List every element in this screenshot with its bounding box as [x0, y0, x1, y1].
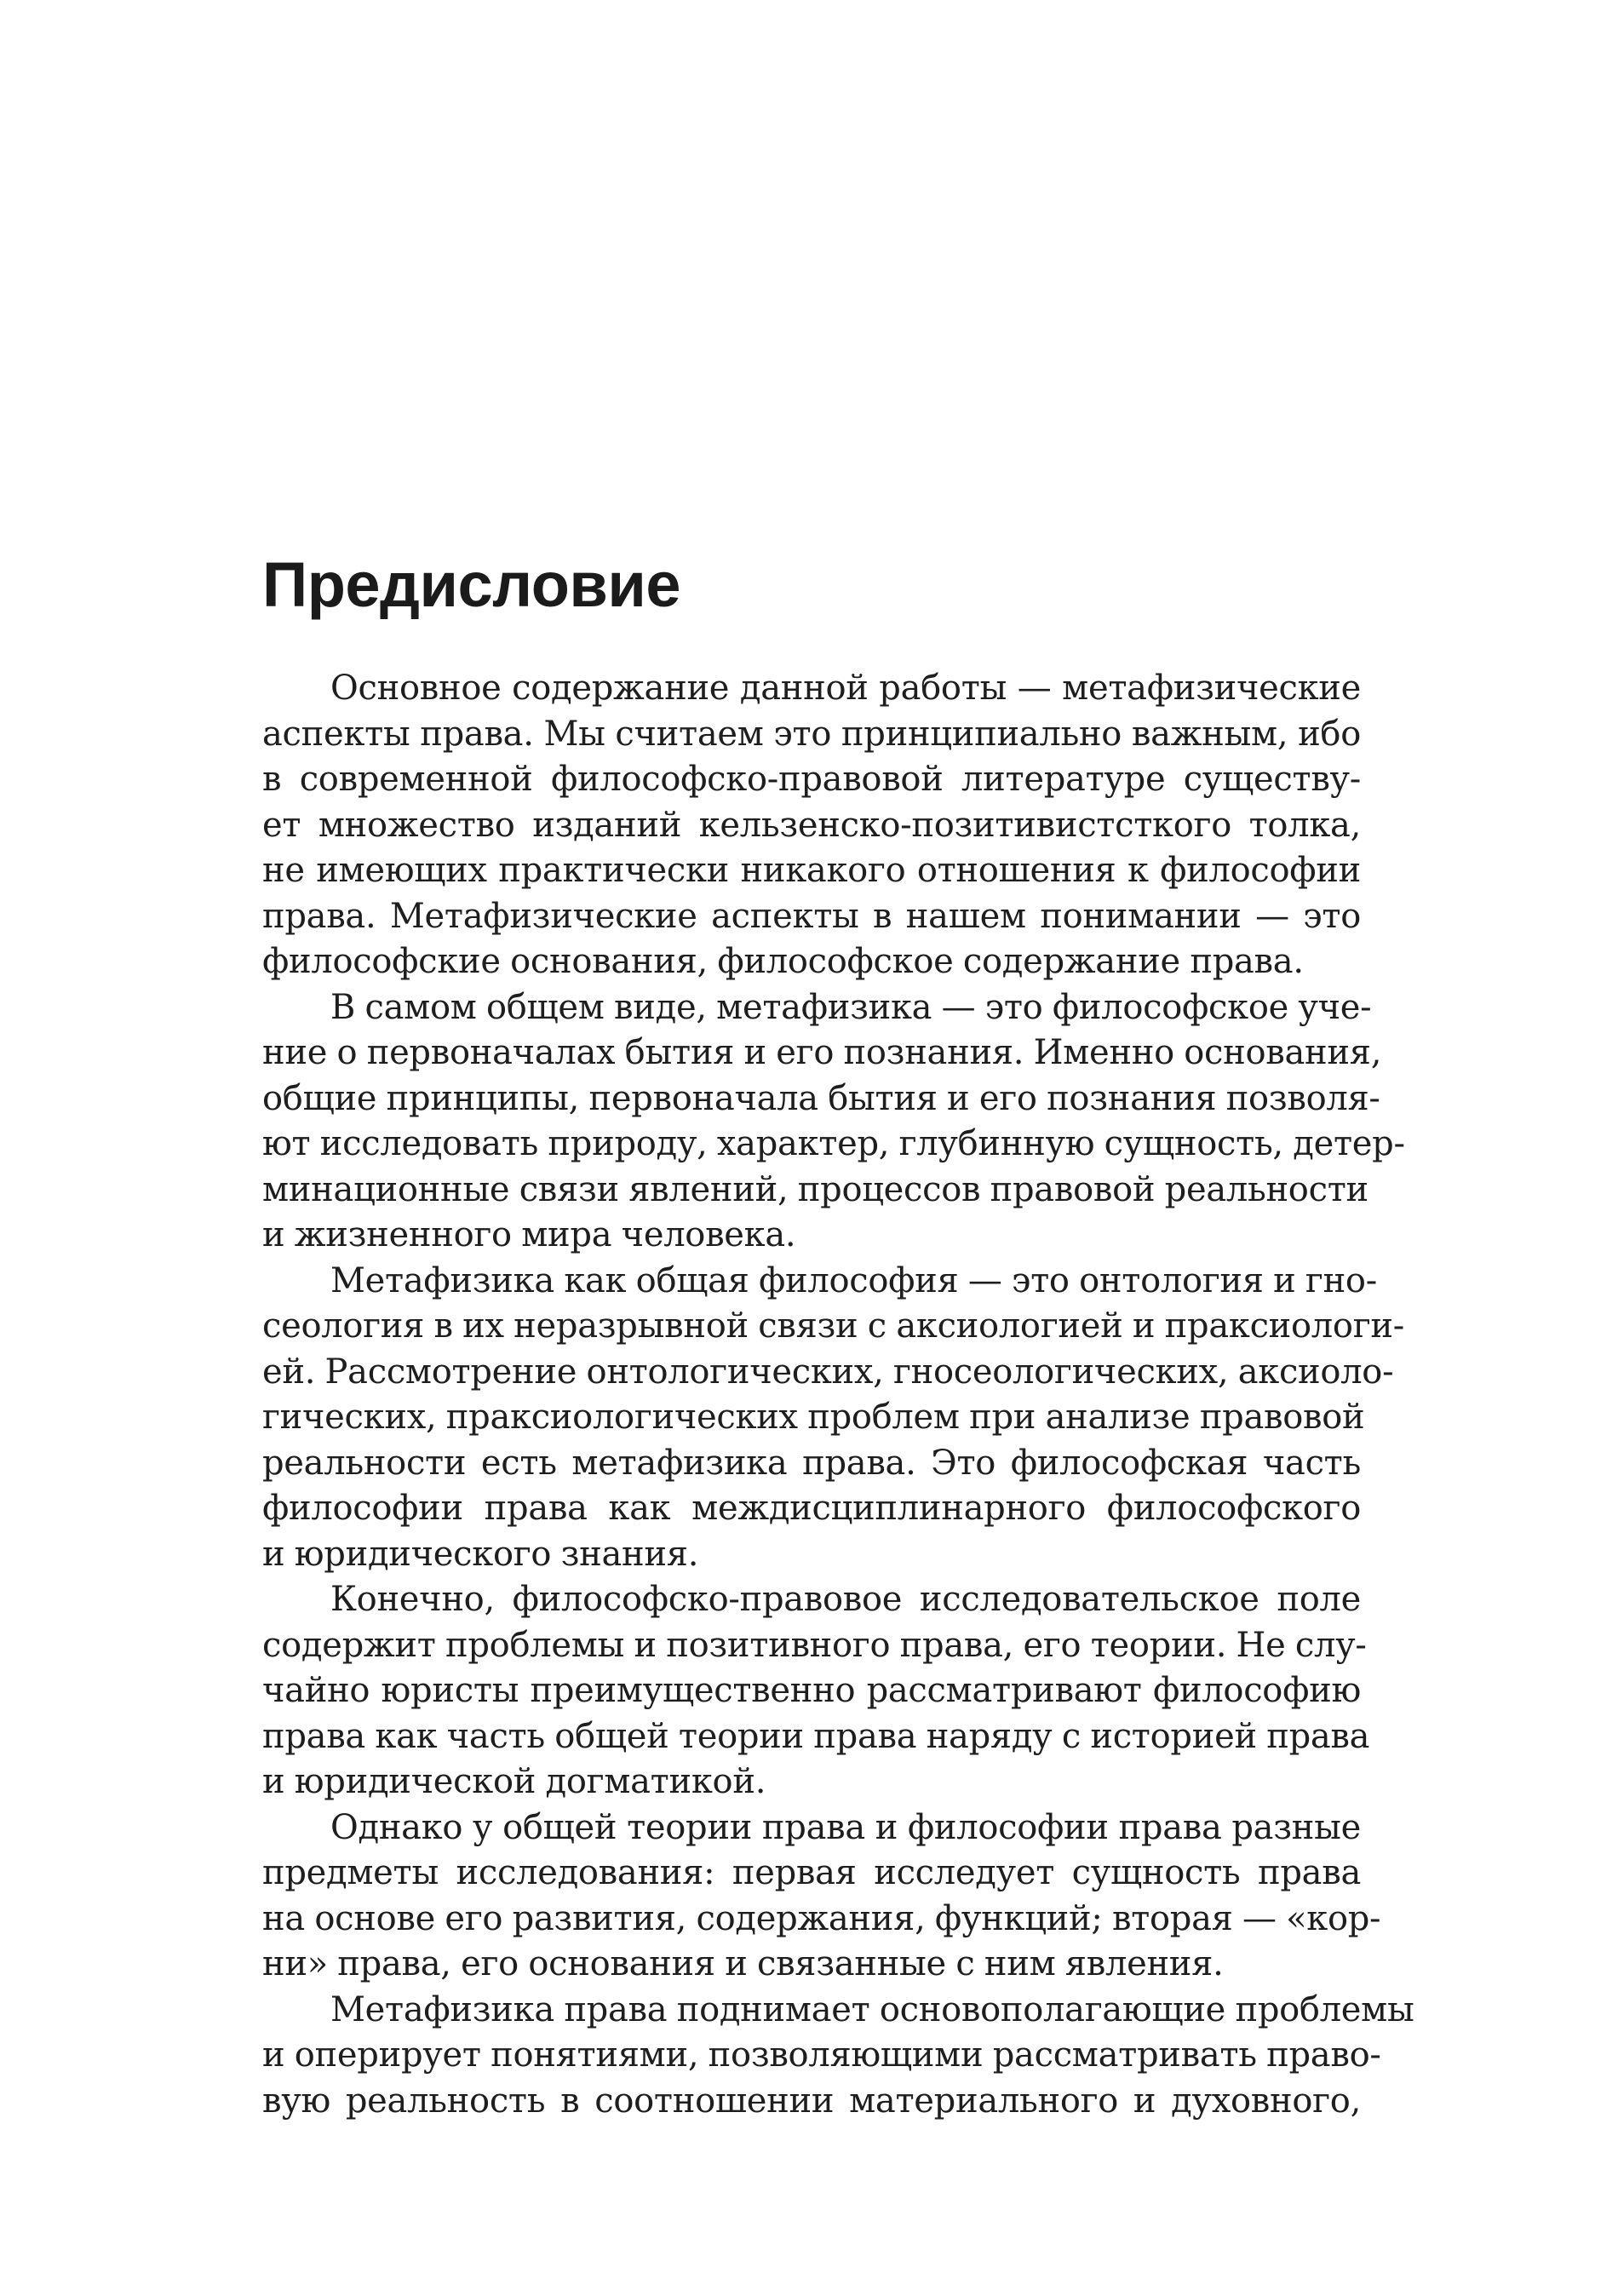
text-line: и юридической догматикой. — [262, 1762, 766, 1801]
text-line: философские основания, философское содержание права. — [262, 942, 1304, 981]
text-line: философии права как междисциплинарного философского — [262, 1489, 1361, 1528]
text-line: содержит проблемы и позитивного права, его теории. Не слу- — [262, 1625, 1367, 1665]
text-line: предметы исследования: первая исследует сущность права — [262, 1853, 1361, 1892]
text-line: общие принципы, первоначала бытия и его познания позволя- — [262, 1078, 1380, 1118]
text-line: и жизненного мира человека. — [262, 1215, 796, 1254]
text-line: чайно юристы преимущественно рассматривают философию — [262, 1671, 1361, 1710]
text-line: сеология в их неразрывной связи с аксиологией и праксиологи- — [262, 1306, 1404, 1346]
text-line: в современной философско-правовой литературе существу- — [262, 760, 1361, 799]
text-line: вую реальность в соотношении материального и духовного, — [262, 2081, 1361, 2121]
text-line: Однако у общей теории права и философии права разные — [330, 1807, 1361, 1847]
text-line: аспекты права. Мы считаем это принципиально важным, ибо — [262, 714, 1361, 754]
text-line: В самом общем виде, метафизика — это философское уче- — [330, 987, 1372, 1027]
text-line: ние о первоначалах бытия и его познания. Именно основания, — [262, 1033, 1382, 1072]
body-text — [262, 666, 1414, 2124]
text-line: реальности есть метафизика права. Это философская часть — [262, 1443, 1361, 1483]
text-line: ет множество изданий кельзенско-позитивистсткого толка, — [262, 805, 1361, 845]
text-line: ют исследовать природу, характер, глубинную сущность, детер- — [262, 1124, 1405, 1163]
text-line: ни» права, его основания и связанные с ним явления. — [262, 1944, 1224, 1983]
text-line: гических, праксиологических проблем при анализе правовой — [262, 1398, 1365, 1437]
text-line: Основное содержание данной работы — метафизические — [330, 669, 1361, 708]
text-line: минационные связи явлений, процессов правовой реальности — [262, 1169, 1368, 1209]
text-line: Метафизика права поднимает основополагающие проблемы — [330, 1989, 1414, 2029]
text-line: Метафизика как общая философия — это онтология и гно- — [330, 1260, 1377, 1300]
chapter-heading: Предисловие — [262, 549, 681, 620]
text-line: ей. Рассмотрение онтологических, гносеологических, аксиоло- — [262, 1352, 1394, 1392]
text-line: и юридического знания. — [262, 1534, 699, 1574]
text-line: Конечно, философско-правовое исследовательское поле — [330, 1580, 1361, 1619]
text-line: и оперирует понятиями, позволяющими рассматривать право- — [262, 2035, 1381, 2075]
text-line: права как часть общей теории права наряду с историей права — [262, 1716, 1370, 1756]
text-line: права. Метафизические аспекты в нашем понимании — это — [262, 896, 1361, 936]
text-line: на основе его развития, содержания, функций; вторая — «кор- — [262, 1898, 1381, 1938]
text-line: не имеющих практически никакого отношения к философии — [262, 851, 1361, 890]
